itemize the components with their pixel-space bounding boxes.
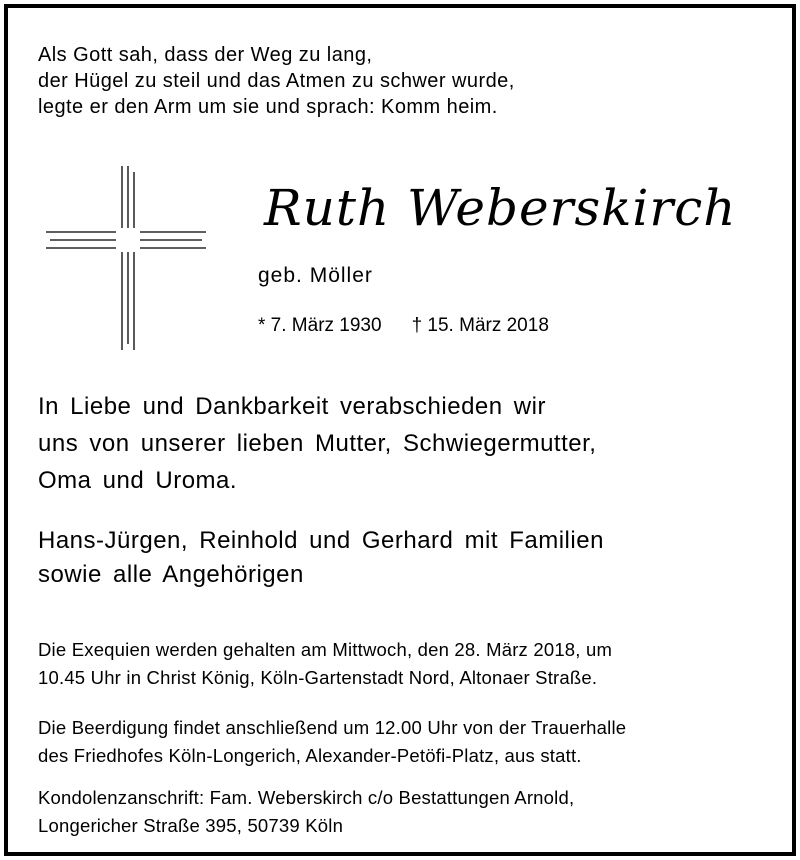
- birth-name: geb. Möller: [258, 264, 373, 287]
- burial-line: des Friedhofes Köln-Longerich, Alexander-Petöfi-Platz, aus statt.: [38, 745, 582, 766]
- message-line: In Liebe und Dankbarkeit verabschieden wir: [38, 393, 546, 420]
- poem: [38, 42, 515, 120]
- mourners: [38, 524, 604, 592]
- service-details: [38, 636, 612, 692]
- poem-line: Als Gott sah, dass der Weg zu lang,: [38, 44, 373, 66]
- condolence-line: Kondolenzanschrift: Fam. Weberskirch c/o Bestattungen Arnold,: [38, 787, 575, 808]
- burial-details: [38, 714, 626, 770]
- obituary-notice: [4, 4, 796, 856]
- condolence-address: [38, 784, 574, 840]
- deceased-name: Ruth Weberskirch: [264, 179, 737, 237]
- mourners-line: sowie alle Angehörigen: [38, 561, 304, 588]
- service-line: Die Exequien werden gehalten am Mittwoch, den 28. März 2018, um: [38, 639, 613, 660]
- life-dates: [258, 313, 549, 339]
- farewell-message: [38, 388, 596, 499]
- poem-line: legte er den Arm um sie und sprach: Komm heim.: [38, 96, 498, 118]
- poem-line: der Hügel zu steil und das Atmen zu schwer wurde,: [38, 70, 515, 92]
- condolence-line: Longericher Straße 395, 50739 Köln: [38, 815, 344, 836]
- death-date: † 15. März 2018: [411, 315, 549, 336]
- birth-date: * 7. März 1930: [258, 315, 382, 336]
- service-line: 10.45 Uhr in Christ König, Köln-Gartenstadt Nord, Altonaer Straße.: [38, 667, 598, 688]
- cross-icon: [46, 166, 206, 350]
- message-line: uns von unserer lieben Mutter, Schwiegermutter,: [38, 430, 597, 457]
- burial-line: Die Beerdigung findet anschließend um 12.00 Uhr von der Trauerhalle: [38, 717, 627, 738]
- message-line: Oma und Uroma.: [38, 467, 238, 494]
- mourners-line: Hans-Jürgen, Reinhold und Gerhard mit Familien: [38, 527, 604, 554]
